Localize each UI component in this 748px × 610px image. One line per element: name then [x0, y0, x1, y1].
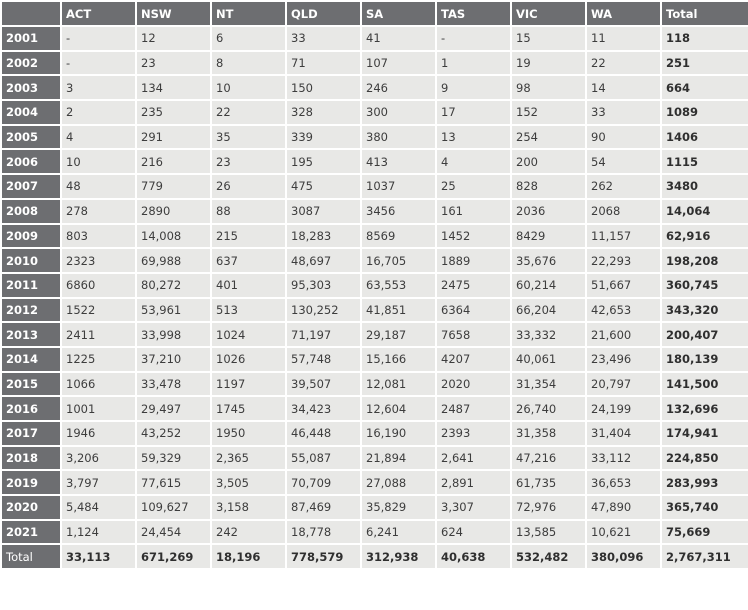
- table-row: [1, 174, 748, 199]
- row-header-year: 2003: [1, 75, 61, 100]
- table-cell: 513: [211, 298, 286, 323]
- row-header-year: 2018: [1, 446, 61, 471]
- table-cell: 2323: [61, 248, 136, 273]
- table-cell: 22: [586, 51, 661, 76]
- table-cell: 246: [361, 75, 436, 100]
- table-cell: 107: [361, 51, 436, 76]
- table-cell: 2393: [436, 421, 511, 446]
- table-cell: 15: [511, 26, 586, 51]
- total-row: [1, 544, 748, 569]
- table-cell: 69,988: [136, 248, 211, 273]
- table-cell: 4: [436, 149, 511, 174]
- table-cell: 47,890: [586, 495, 661, 520]
- table-cell: 27,088: [361, 470, 436, 495]
- row-total-cell: 141,500: [661, 372, 748, 397]
- table-cell: 9: [436, 75, 511, 100]
- table-cell: 624: [436, 520, 511, 545]
- table-cell: 7658: [436, 322, 511, 347]
- table-row: [1, 470, 748, 495]
- table-cell: 33,998: [136, 322, 211, 347]
- table-cell: 1452: [436, 224, 511, 249]
- table-row: [1, 100, 748, 125]
- table-row: [1, 125, 748, 150]
- table-cell: 8569: [361, 224, 436, 249]
- table-cell: 8429: [511, 224, 586, 249]
- table-cell: 300: [361, 100, 436, 125]
- column-header-total: Total: [661, 1, 748, 26]
- table-cell: 41: [361, 26, 436, 51]
- table-row: [1, 347, 748, 372]
- row-header-year: 2008: [1, 199, 61, 224]
- table-cell: 12,604: [361, 396, 436, 421]
- table-cell: 380: [361, 125, 436, 150]
- table-cell: 19: [511, 51, 586, 76]
- table-cell: 2890: [136, 199, 211, 224]
- table-cell: 1,124: [61, 520, 136, 545]
- row-total-cell: 62,916: [661, 224, 748, 249]
- table-cell: 803: [61, 224, 136, 249]
- table-cell: 24,454: [136, 520, 211, 545]
- table-cell: 8: [211, 51, 286, 76]
- table-cell: 18,778: [286, 520, 361, 545]
- table-cell: 6: [211, 26, 286, 51]
- table-cell: -: [436, 26, 511, 51]
- table-cell: 14,008: [136, 224, 211, 249]
- row-total-cell: 200,407: [661, 322, 748, 347]
- row-total-cell: 1115: [661, 149, 748, 174]
- row-total-cell: 343,320: [661, 298, 748, 323]
- table-cell: 3087: [286, 199, 361, 224]
- table-row: [1, 322, 748, 347]
- table-row: [1, 495, 748, 520]
- table-cell: 134: [136, 75, 211, 100]
- table-cell: 254: [511, 125, 586, 150]
- row-total-cell: 224,850: [661, 446, 748, 471]
- table-cell: 10: [61, 149, 136, 174]
- column-header-nsw: NSW: [136, 1, 211, 26]
- table-cell: 29,187: [361, 322, 436, 347]
- column-total-cell: 532,482: [511, 544, 586, 569]
- row-header-year: 2009: [1, 224, 61, 249]
- table-row: [1, 199, 748, 224]
- table-cell: 48: [61, 174, 136, 199]
- table-row: [1, 372, 748, 397]
- table-cell: 61,735: [511, 470, 586, 495]
- row-total-cell: 180,139: [661, 347, 748, 372]
- table-cell: 87,469: [286, 495, 361, 520]
- table-cell: 413: [361, 149, 436, 174]
- row-total-cell: 1089: [661, 100, 748, 125]
- column-total-cell: 2,767,311: [661, 544, 748, 569]
- table-cell: 26,740: [511, 396, 586, 421]
- table-cell: 31,354: [511, 372, 586, 397]
- table-cell: 46,448: [286, 421, 361, 446]
- table-cell: 5,484: [61, 495, 136, 520]
- table-cell: 41,851: [361, 298, 436, 323]
- table-cell: 4207: [436, 347, 511, 372]
- table-cell: 6860: [61, 273, 136, 298]
- column-total-cell: 312,938: [361, 544, 436, 569]
- column-header-vic: VIC: [511, 1, 586, 26]
- table-cell: 55,087: [286, 446, 361, 471]
- table-cell: 22,293: [586, 248, 661, 273]
- table-cell: 1197: [211, 372, 286, 397]
- table-cell: 98: [511, 75, 586, 100]
- table-cell: 215: [211, 224, 286, 249]
- table-cell: 13,585: [511, 520, 586, 545]
- row-total-cell: 664: [661, 75, 748, 100]
- table-cell: 1: [436, 51, 511, 76]
- row-header-total: Total: [1, 544, 61, 569]
- table-cell: 70,709: [286, 470, 361, 495]
- table-cell: 2036: [511, 199, 586, 224]
- row-header-year: 2011: [1, 273, 61, 298]
- table-cell: 21,894: [361, 446, 436, 471]
- table-cell: 779: [136, 174, 211, 199]
- table-cell: 90: [586, 125, 661, 150]
- row-header-year: 2010: [1, 248, 61, 273]
- header-row: [1, 1, 748, 26]
- table-cell: 16,705: [361, 248, 436, 273]
- row-header-year: 2019: [1, 470, 61, 495]
- table-cell: 26: [211, 174, 286, 199]
- column-total-cell: 18,196: [211, 544, 286, 569]
- row-header-year: 2002: [1, 51, 61, 76]
- table-cell: 71: [286, 51, 361, 76]
- table-cell: 29,497: [136, 396, 211, 421]
- table-cell: 47,216: [511, 446, 586, 471]
- row-total-cell: 1406: [661, 125, 748, 150]
- table-cell: 39,507: [286, 372, 361, 397]
- table-cell: 1024: [211, 322, 286, 347]
- table-cell: 339: [286, 125, 361, 150]
- table-row: [1, 75, 748, 100]
- table-row: [1, 26, 748, 51]
- column-total-cell: 671,269: [136, 544, 211, 569]
- table-cell: 6364: [436, 298, 511, 323]
- table-header: [1, 1, 748, 26]
- table-cell: 36,653: [586, 470, 661, 495]
- table-row: [1, 396, 748, 421]
- table-cell: 12,081: [361, 372, 436, 397]
- table-cell: 152: [511, 100, 586, 125]
- row-total-cell: 174,941: [661, 421, 748, 446]
- table-cell: 1745: [211, 396, 286, 421]
- row-header-year: 2013: [1, 322, 61, 347]
- table-cell: 33: [586, 100, 661, 125]
- table-cell: 1001: [61, 396, 136, 421]
- row-total-cell: 251: [661, 51, 748, 76]
- column-header-nt: NT: [211, 1, 286, 26]
- table-cell: 1066: [61, 372, 136, 397]
- table-cell: 71,197: [286, 322, 361, 347]
- table-cell: 23,496: [586, 347, 661, 372]
- table-cell: 11,157: [586, 224, 661, 249]
- table-cell: -: [61, 26, 136, 51]
- table-cell: 23: [136, 51, 211, 76]
- row-total-cell: 118: [661, 26, 748, 51]
- column-header-tas: TAS: [436, 1, 511, 26]
- row-header-year: 2021: [1, 520, 61, 545]
- column-header-act: ACT: [61, 1, 136, 26]
- corner-header-cell: [1, 1, 61, 26]
- table-cell: 1946: [61, 421, 136, 446]
- table-body: [1, 26, 748, 569]
- table-cell: 2: [61, 100, 136, 125]
- table-cell: 15,166: [361, 347, 436, 372]
- row-header-year: 2006: [1, 149, 61, 174]
- table-cell: 16,190: [361, 421, 436, 446]
- table-cell: 1225: [61, 347, 136, 372]
- table-cell: 51,667: [586, 273, 661, 298]
- table-cell: 3,797: [61, 470, 136, 495]
- row-header-year: 2012: [1, 298, 61, 323]
- table-row: [1, 446, 748, 471]
- table-cell: 23: [211, 149, 286, 174]
- table-cell: 21,600: [586, 322, 661, 347]
- table-cell: 1889: [436, 248, 511, 273]
- row-header-year: 2005: [1, 125, 61, 150]
- table-cell: 33,478: [136, 372, 211, 397]
- table-cell: 637: [211, 248, 286, 273]
- table-cell: 14: [586, 75, 661, 100]
- table-cell: 12: [136, 26, 211, 51]
- column-total-cell: 33,113: [61, 544, 136, 569]
- row-total-cell: 365,740: [661, 495, 748, 520]
- table-row: [1, 273, 748, 298]
- row-header-year: 2014: [1, 347, 61, 372]
- table-cell: 40,061: [511, 347, 586, 372]
- table-cell: 1026: [211, 347, 286, 372]
- table-row: [1, 520, 748, 545]
- table-cell: 200: [511, 149, 586, 174]
- table-cell: 475: [286, 174, 361, 199]
- table-cell: 109,627: [136, 495, 211, 520]
- table-cell: 24,199: [586, 396, 661, 421]
- table-cell: 2068: [586, 199, 661, 224]
- column-header-qld: QLD: [286, 1, 361, 26]
- table-cell: 48,697: [286, 248, 361, 273]
- table-cell: 35: [211, 125, 286, 150]
- table-cell: 10: [211, 75, 286, 100]
- table-cell: 66,204: [511, 298, 586, 323]
- table-cell: 37,210: [136, 347, 211, 372]
- column-header-wa: WA: [586, 1, 661, 26]
- table-cell: 216: [136, 149, 211, 174]
- table-cell: 33,332: [511, 322, 586, 347]
- table-cell: 33: [286, 26, 361, 51]
- table-row: [1, 51, 748, 76]
- table-cell: 1950: [211, 421, 286, 446]
- table-cell: 2487: [436, 396, 511, 421]
- row-total-cell: 360,745: [661, 273, 748, 298]
- table-cell: 328: [286, 100, 361, 125]
- table-cell: 235: [136, 100, 211, 125]
- table-row: [1, 248, 748, 273]
- column-total-cell: 380,096: [586, 544, 661, 569]
- table-cell: 2,641: [436, 446, 511, 471]
- table-cell: 1037: [361, 174, 436, 199]
- row-header-year: 2004: [1, 100, 61, 125]
- table-cell: 4: [61, 125, 136, 150]
- table-cell: 59,329: [136, 446, 211, 471]
- table-cell: 80,272: [136, 273, 211, 298]
- table-cell: 35,829: [361, 495, 436, 520]
- table-cell: 35,676: [511, 248, 586, 273]
- table-cell: 60,214: [511, 273, 586, 298]
- table-cell: 31,358: [511, 421, 586, 446]
- row-total-cell: 14,064: [661, 199, 748, 224]
- table-cell: 31,404: [586, 421, 661, 446]
- table-cell: 828: [511, 174, 586, 199]
- table-cell: 57,748: [286, 347, 361, 372]
- table-cell: 3,206: [61, 446, 136, 471]
- table-cell: 262: [586, 174, 661, 199]
- column-total-cell: 40,638: [436, 544, 511, 569]
- table-cell: -: [61, 51, 136, 76]
- table-cell: 33,112: [586, 446, 661, 471]
- table-cell: 3456: [361, 199, 436, 224]
- table-cell: 195: [286, 149, 361, 174]
- table-row: [1, 149, 748, 174]
- table-cell: 242: [211, 520, 286, 545]
- table-cell: 20,797: [586, 372, 661, 397]
- row-header-year: 2007: [1, 174, 61, 199]
- table-cell: 63,553: [361, 273, 436, 298]
- table-cell: 278: [61, 199, 136, 224]
- table-cell: 1522: [61, 298, 136, 323]
- table-cell: 10,621: [586, 520, 661, 545]
- table-cell: 25: [436, 174, 511, 199]
- row-header-year: 2001: [1, 26, 61, 51]
- table-cell: 72,976: [511, 495, 586, 520]
- table-cell: 43,252: [136, 421, 211, 446]
- row-header-year: 2017: [1, 421, 61, 446]
- table-cell: 2020: [436, 372, 511, 397]
- table-cell: 54: [586, 149, 661, 174]
- table-cell: 11: [586, 26, 661, 51]
- table-cell: 13: [436, 125, 511, 150]
- row-total-cell: 3480: [661, 174, 748, 199]
- row-header-year: 2020: [1, 495, 61, 520]
- table-cell: 3,158: [211, 495, 286, 520]
- table-cell: 130,252: [286, 298, 361, 323]
- table-cell: 291: [136, 125, 211, 150]
- table-row: [1, 421, 748, 446]
- row-total-cell: 132,696: [661, 396, 748, 421]
- row-header-year: 2016: [1, 396, 61, 421]
- table-cell: 95,303: [286, 273, 361, 298]
- row-total-cell: 75,669: [661, 520, 748, 545]
- table-cell: 18,283: [286, 224, 361, 249]
- table-cell: 2,891: [436, 470, 511, 495]
- table-cell: 2411: [61, 322, 136, 347]
- column-header-sa: SA: [361, 1, 436, 26]
- table-row: [1, 298, 748, 323]
- table-cell: 88: [211, 199, 286, 224]
- table-cell: 6,241: [361, 520, 436, 545]
- table-cell: 77,615: [136, 470, 211, 495]
- table-cell: 2,365: [211, 446, 286, 471]
- column-total-cell: 778,579: [286, 544, 361, 569]
- table-cell: 2475: [436, 273, 511, 298]
- table-cell: 17: [436, 100, 511, 125]
- table-cell: 150: [286, 75, 361, 100]
- table-row: [1, 224, 748, 249]
- table-cell: 161: [436, 199, 511, 224]
- table-cell: 22: [211, 100, 286, 125]
- table-cell: 3,307: [436, 495, 511, 520]
- row-total-cell: 198,208: [661, 248, 748, 273]
- table-cell: 34,423: [286, 396, 361, 421]
- row-header-year: 2015: [1, 372, 61, 397]
- row-total-cell: 283,993: [661, 470, 748, 495]
- table-cell: 42,653: [586, 298, 661, 323]
- table-cell: 3,505: [211, 470, 286, 495]
- table-cell: 3: [61, 75, 136, 100]
- table-cell: 53,961: [136, 298, 211, 323]
- table-cell: 401: [211, 273, 286, 298]
